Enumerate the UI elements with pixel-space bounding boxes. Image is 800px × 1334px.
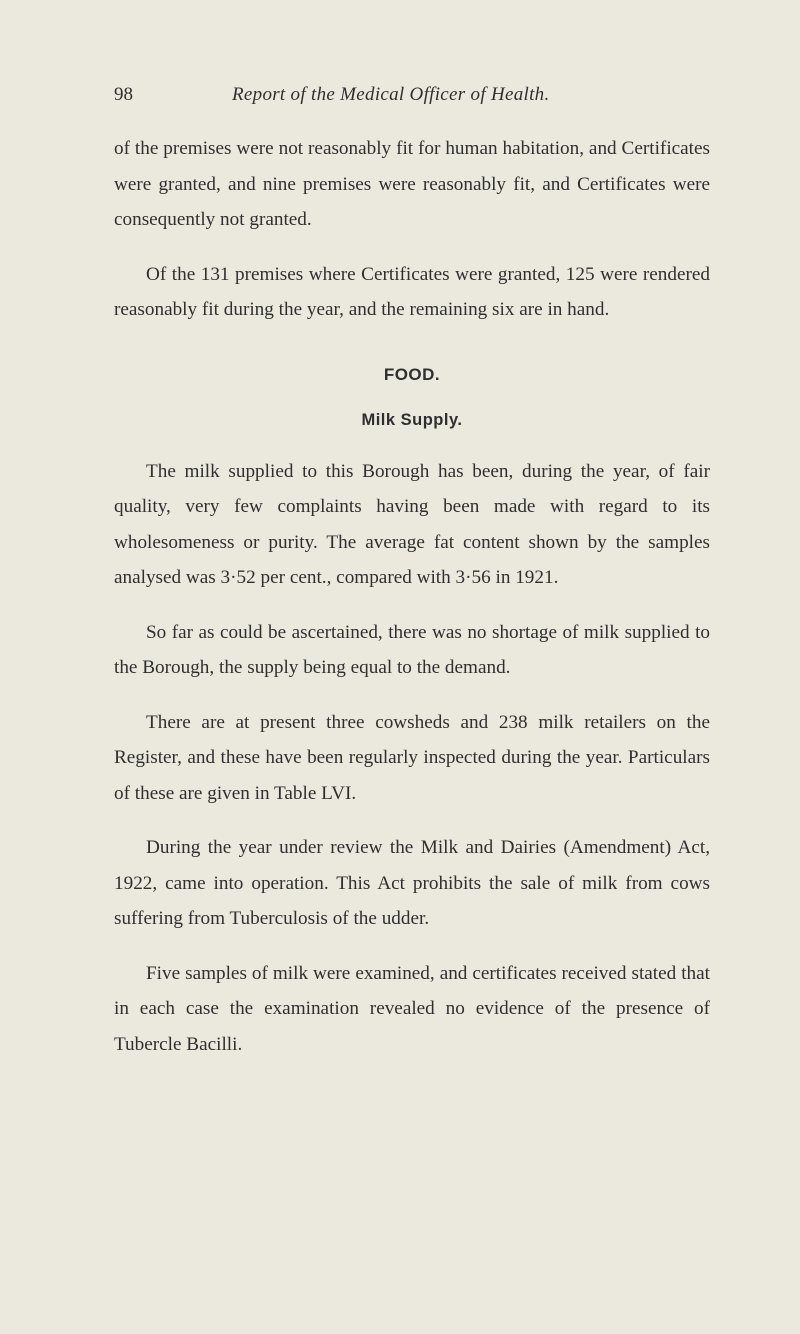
page-number: 98 xyxy=(114,84,133,105)
section-heading-food: FOOD. xyxy=(383,364,441,384)
paragraph-milk-dairies-act: During the year under review the Milk and Dairies (Amendment) Act, 1922, came into operation. This Act prohibits the sale of milk from cows suffering from Tuberculosis of the udder. xyxy=(114,837,710,929)
paragraph-tubercle-samples: Five samples of milk were examined, and certificates received stated that in each case the examination revealed no evidence of the presence of Tubercle Bacilli. xyxy=(114,962,710,1055)
running-head xyxy=(114,84,714,114)
running-title: Report of the Medical Officer of Health. xyxy=(232,84,550,105)
paragraph-milk-quality: The milk supplied to this Borough has been, during the year, of fair quality, very few complaints having been made with regard to its wholesomeness or purity. The average fat content shown by the samples analysed was 3·52 per cent., compared with 3·56 in 1921. xyxy=(114,460,710,588)
paragraph-certificates: Of the 131 premises where Certificates were granted, 125 were rendered reasonably fit during the year, and the remaining six are in hand. xyxy=(114,263,710,320)
subsection-heading-milk-supply: Milk Supply. xyxy=(361,410,463,429)
paragraph-milk-shortage: So far as could be ascertained, there was no shortage of milk supplied to the Borough, the supply being equal to the demand. xyxy=(114,621,710,678)
paragraph-continued: of the premises were not reasonably fit for human habitation, and Certificates were granted, and nine premises were reasonably fit, and Certificates were consequently not granted. xyxy=(114,138,710,230)
body-text xyxy=(114,131,710,1062)
paragraph-cowsheds: There are at present three cowsheds and 238 milk retailers on the Register, and these have been regularly inspected during the year. Particulars of these are given in Table LVI. xyxy=(114,711,710,804)
